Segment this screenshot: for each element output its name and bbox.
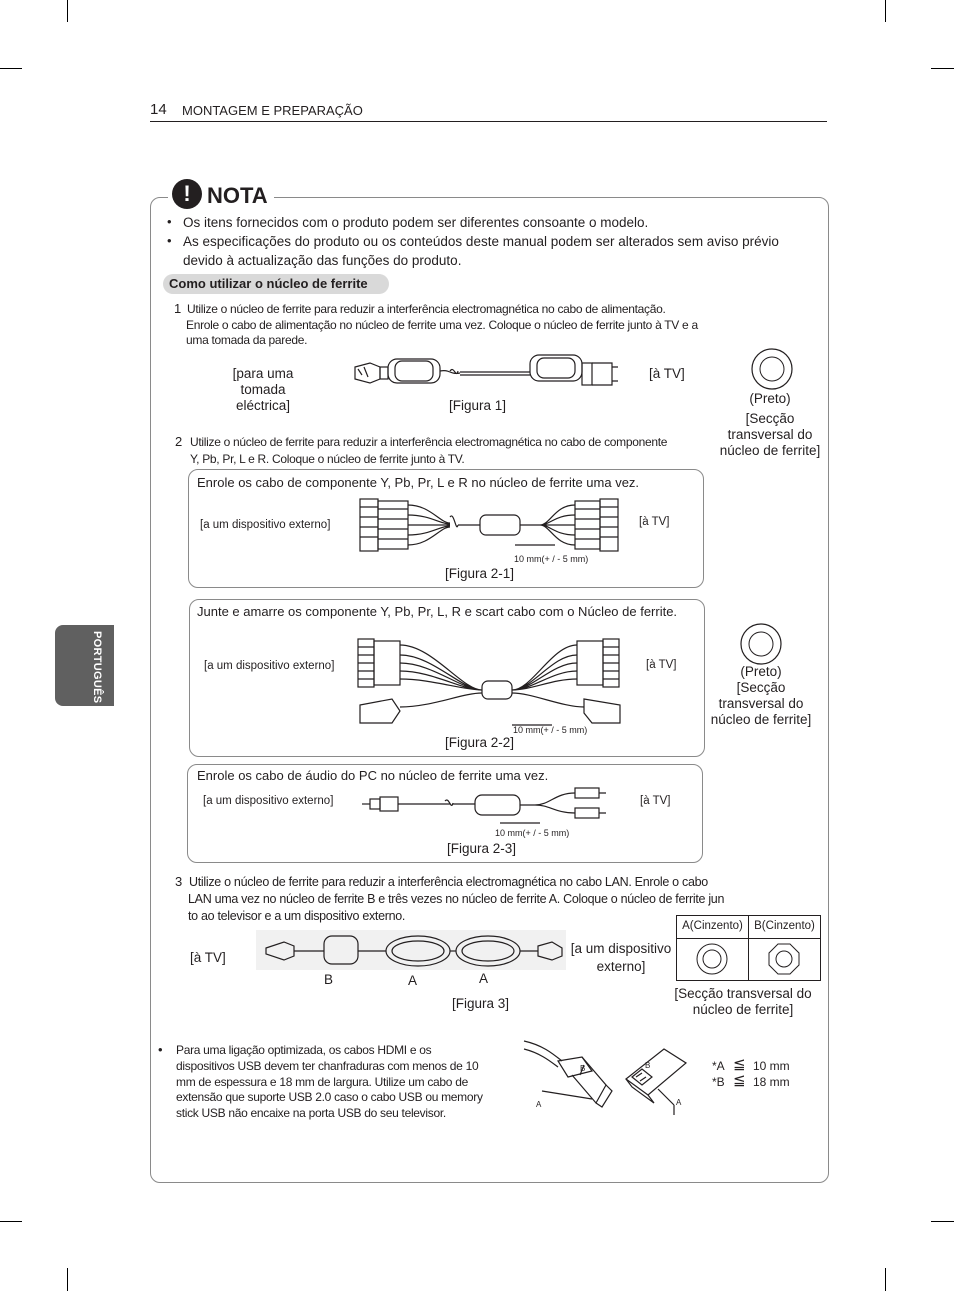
step1-right-label: [à TV]	[649, 366, 685, 381]
spec-a-label: *A	[712, 1059, 725, 1073]
figure-2-3-measure: 10 mm(+ / - 5 mm)	[495, 828, 570, 838]
figure-1-caption: [Figura 1]	[449, 398, 507, 413]
figure-2-3-caption: [Figura 2-3]	[447, 841, 517, 856]
header-rule	[150, 121, 827, 122]
less-equal-icon: ≦	[733, 1072, 746, 1089]
step1-left-label-2: tomada	[240, 382, 286, 397]
grey-ferrite-caption-1: [Secção transversal do	[674, 986, 812, 1001]
figure-2-2-text: Junte e amarre os componente Y, Pb, Pr, L, R e scart cabo com o Núcleo de ferrite.	[197, 604, 678, 619]
step3-right-label-1: [a um dispositivo	[570, 941, 672, 956]
figure-1-power-cable	[350, 345, 620, 395]
usb-note-line5: stick USB não encaixe na porta USB do seu televisor.	[176, 1106, 446, 1121]
bullet-dot: •	[167, 233, 172, 248]
step3-number: 3	[175, 874, 183, 889]
ferrite-black-caption-2-l4: núcleo de ferrite]	[710, 712, 812, 727]
table-header-b: B(Cinzento)	[754, 920, 815, 932]
step1-line1: Utilize o núcleo de ferrite para reduzir a interferência electromagnética no cabo de alimentação.	[187, 302, 666, 316]
ferrite-black-caption-1	[712, 391, 828, 459]
figure-2-1-caption: [Figura 2-1]	[445, 566, 515, 581]
figure-2-1-component-cable	[350, 495, 640, 557]
figure-2-1-left: [a um dispositivo externo]	[200, 519, 331, 531]
ferrite-black-caption-1-l3: transversal do	[727, 427, 813, 442]
step1-number: 1	[174, 301, 182, 316]
usb-stick-illustration	[618, 1043, 694, 1115]
usb-note-line3: mm de espessura e 18 mm de largura. Utilize um cabo de	[176, 1074, 468, 1089]
step2-number: 2	[175, 434, 183, 449]
ferrite-black-caption-2-l3: transversal do	[718, 696, 804, 711]
ferrite-black-caption-1-l1: (Preto)	[749, 391, 791, 406]
note-bullet-2-cont: devido à actualização das funções do produto.	[183, 253, 462, 268]
step1-left-label-1: [para uma	[232, 366, 294, 381]
step3-line3: to ao televisor e a um dispositivo externo.	[188, 909, 406, 923]
step2-line1: Utilize o núcleo de ferrite para reduzir a interferência electromagnética no cabo de componente	[190, 435, 668, 449]
spec-a-value: 10 mm	[753, 1059, 790, 1073]
ferrite-b-grey-icon	[768, 943, 800, 975]
usb-label-b: B	[645, 1061, 651, 1070]
step1-left-label-3: eléctrica]	[235, 398, 291, 413]
figure-2-3-text: Enrole os cabo de áudio do PC no núcleo de ferrite uma vez.	[197, 768, 549, 783]
table-header-a: A(Cinzento)	[682, 920, 743, 932]
hdmi-label-b: B	[580, 1064, 586, 1073]
grey-ferrite-caption-2: núcleo de ferrite]	[692, 1002, 794, 1017]
page-number: 14	[150, 101, 167, 118]
ferrite-heading-text: Como utilizar o núcleo de ferrite	[169, 276, 368, 291]
less-equal-icon: ≦	[733, 1056, 746, 1073]
step3-right-label-2: externo]	[596, 959, 646, 974]
figure-2-2-measure: 10 mm(+ / - 5 mm)	[513, 725, 588, 735]
marker-a-1: A	[408, 973, 418, 988]
language-tab-label: PORTUGUÊS	[91, 631, 103, 704]
ferrite-a-grey-icon	[696, 943, 728, 975]
figure-2-3-pc-audio-cable	[360, 785, 610, 830]
figure-2-2-component-scart-cable	[352, 635, 642, 730]
figure-2-2-caption: [Figura 2-2]	[445, 735, 515, 750]
ferrite-black-cross-section-2	[739, 622, 783, 666]
usb-note	[176, 1043, 483, 1122]
spec-b-value: 18 mm	[753, 1075, 790, 1089]
step3-left-label: [à TV]	[190, 950, 226, 965]
usb-note-line1: Para uma ligação optimizada, os cabos HDMI e os	[176, 1043, 432, 1057]
note-bullet-1: Os itens fornecidos com o produto podem ser diferentes consoante o modelo.	[183, 215, 649, 230]
figure-2-3-left: [a um dispositivo externo]	[203, 795, 334, 807]
note-bullet-2: As especificações do produto ou os conteúdos deste manual podem ser alterados sem aviso prévio	[183, 234, 779, 249]
bullet-dot: •	[167, 214, 172, 229]
step1-left-label	[220, 366, 306, 414]
bullet-dot: •	[158, 1042, 163, 1057]
usb-note-line2: dispositivos USB devem ter chanfraduras com menos de 10	[176, 1058, 479, 1073]
grey-ferrite-table	[676, 915, 821, 981]
figure-2-1-right: [à TV]	[639, 516, 670, 528]
usb-label-a: A	[676, 1098, 682, 1107]
figure-3-lan-cable	[256, 930, 566, 970]
figure-2-1-text: Enrole os cabo de componente Y, Pb, Pr, L e R no núcleo de ferrite uma vez.	[197, 475, 640, 490]
figure-2-3-right: [à TV]	[640, 795, 671, 807]
marker-b: B	[324, 972, 334, 987]
figure-2-2-right: [à TV]	[646, 659, 677, 671]
spec-b-label: *B	[712, 1075, 725, 1089]
grey-ferrite-caption	[662, 986, 824, 1018]
ferrite-black-caption-1-l2: [Secção	[745, 411, 795, 426]
step1-line3: uma tomada da parede.	[186, 333, 308, 347]
ferrite-black-cross-section-1	[750, 347, 794, 391]
figure-2-2-left: [a um dispositivo externo]	[204, 660, 335, 672]
usb-note-line4: extensão que suporte USB 2.0 caso o cabo USB ou memory	[176, 1090, 483, 1105]
figure-2-1-measure: 10 mm(+ / - 5 mm)	[514, 554, 589, 564]
section-title: MONTAGEM E PREPARAÇÃO	[182, 103, 363, 118]
ferrite-black-caption-2	[703, 664, 819, 728]
hdmi-plug-illustration	[522, 1035, 622, 1115]
step2-line2: Y, Pb, Pr, L e R. Coloque o núcleo de ferrite junto à TV.	[190, 452, 465, 466]
figure-3-caption: [Figura 3]	[452, 996, 510, 1011]
step3-right-label	[565, 940, 677, 976]
warning-icon: !	[172, 179, 202, 209]
hdmi-label-a: A	[536, 1100, 542, 1109]
language-tab	[55, 625, 114, 706]
marker-a-2: A	[479, 971, 489, 986]
step1-line2: Enrole o cabo de alimentação no núcleo de ferrite uma vez. Coloque o núcleo de ferrite junto à TV e a	[186, 318, 698, 332]
ferrite-heading	[163, 274, 389, 294]
note-title: NOTA	[207, 183, 268, 208]
ferrite-black-caption-1-l4: núcleo de ferrite]	[719, 443, 821, 458]
ferrite-black-caption-2-l2: [Secção	[736, 680, 786, 695]
ferrite-black-caption-2-l1: (Preto)	[740, 664, 782, 679]
step3-line1: Utilize o núcleo de ferrite para reduzir a interferência electromagnética no cabo LAN. Enrole o cabo	[189, 875, 708, 889]
step3-line2: LAN uma vez no núcleo de ferrite B e três vezes no núcleo de ferrite A. Coloque o núcleo de ferrite jun	[188, 892, 725, 906]
